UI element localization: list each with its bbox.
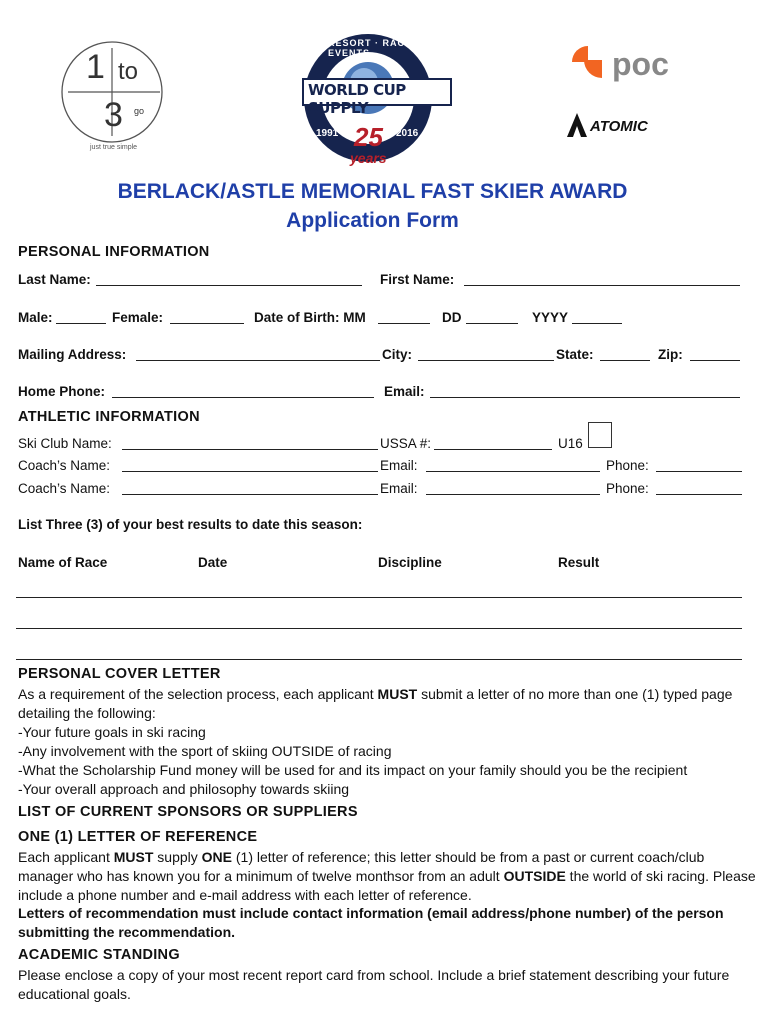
zip-label: Zip:	[658, 347, 683, 362]
academic-text: Please enclose a copy of your most recent report card from school. Include a brief statement describing your future educational goals.	[18, 967, 730, 1002]
coach2-phone-label: Phone:	[606, 481, 649, 496]
cover-letter-text	[18, 685, 744, 799]
mailing-label: Mailing Address:	[18, 347, 127, 362]
logo-poc	[570, 44, 690, 88]
reference-note: Letters of recommendation must include contact information (email address/phone number) of the person submitting the recommendation.	[18, 905, 724, 940]
city-field[interactable]	[418, 360, 554, 361]
state-label: State:	[556, 347, 594, 362]
personal-heading: PERSONAL INFORMATION	[18, 244, 210, 260]
logo-anniv: 25	[354, 122, 383, 152]
logo-years: years	[350, 150, 387, 166]
last-name-field[interactable]	[96, 285, 362, 286]
ref-outside: OUTSIDE	[503, 868, 566, 884]
academic-heading: ACADEMIC STANDING	[18, 947, 180, 963]
coach2-phone-field[interactable]	[656, 494, 742, 495]
male-label: Male:	[18, 310, 53, 325]
col-date: Date	[198, 555, 228, 570]
coach1-email-label: Email:	[380, 458, 418, 473]
col-race: Name of Race	[18, 555, 108, 570]
logo-three: 3	[104, 96, 123, 134]
athletic-heading: ATHLETIC INFORMATION	[18, 409, 200, 425]
coach1-phone-label: Phone:	[606, 458, 649, 473]
logo-arc-text: RESORT · RACE · EVENTS	[328, 38, 420, 58]
coach2-field[interactable]	[122, 494, 378, 495]
result-line-1[interactable]	[16, 597, 742, 598]
logo-to: to	[118, 58, 139, 85]
logo-year-left: 1991	[316, 128, 339, 139]
coach2-email-label: Email:	[380, 481, 418, 496]
ref-t3: supply	[153, 849, 202, 865]
ski-club-field[interactable]	[122, 449, 378, 450]
result-line-3[interactable]	[16, 659, 742, 660]
ussa-field[interactable]	[434, 449, 552, 450]
result-line-2[interactable]	[16, 628, 742, 629]
state-field[interactable]	[600, 360, 650, 361]
female-field[interactable]	[170, 323, 244, 324]
logo-tagline: just true simple	[90, 144, 138, 151]
logo-atomic	[566, 112, 686, 140]
logo-go: go	[134, 106, 145, 116]
ref-must: MUST	[113, 849, 154, 865]
logo-one-to-three	[60, 40, 172, 158]
ussa-label: USSA #:	[380, 436, 432, 451]
home-phone-field[interactable]	[112, 397, 374, 398]
dd-label: DD	[442, 310, 462, 325]
city-label: City:	[382, 347, 412, 362]
last-name-label: Last Name:	[18, 272, 91, 287]
logo-year-right: 2016	[396, 128, 419, 139]
coach1-field[interactable]	[122, 471, 378, 472]
female-label: Female:	[112, 310, 164, 325]
first-name-field[interactable]	[464, 285, 740, 286]
coach1-phone-field[interactable]	[656, 471, 742, 472]
cover-item: -Your overall approach and philosophy towards skiing	[18, 781, 350, 797]
reference-heading: ONE (1) LETTER OF REFERENCE	[18, 829, 258, 845]
reference-text	[18, 848, 756, 905]
dob-dd-field[interactable]	[466, 323, 518, 324]
col-discipline: Discipline	[378, 555, 442, 570]
sponsors-heading: LIST OF CURRENT SPONSORS OR SUPPLIERS	[18, 804, 358, 820]
cover-item: -What the Scholarship Fund money will be used for and its impact on your family should you be the recipient	[18, 762, 688, 778]
cover-letter-heading: PERSONAL COVER LETTER	[18, 666, 221, 682]
yyyy-label: YYYY	[532, 310, 569, 325]
ski-club-label: Ski Club Name:	[18, 436, 112, 451]
cover-text-c: submit a letter of no more than one (1) typed page detailing the following:	[18, 686, 733, 721]
logo-world-cup-supply	[300, 26, 450, 176]
zip-field[interactable]	[690, 360, 740, 361]
male-field[interactable]	[56, 323, 106, 324]
dob-yyyy-field[interactable]	[572, 323, 622, 324]
cover-text-must: MUST	[377, 686, 418, 702]
cover-text-a: As a requirement of the selection process, each applicant	[18, 686, 378, 702]
cover-item: -Your future goals in ski racing	[18, 724, 206, 740]
dob-mm-field[interactable]	[378, 323, 430, 324]
home-phone-label: Home Phone:	[18, 384, 106, 399]
results-intro: List Three (3) of your best results to date this season:	[18, 517, 363, 532]
ref-t1: Each applicant	[18, 849, 114, 865]
logo-poc-text: poc	[612, 46, 669, 82]
coach1-email-field[interactable]	[426, 471, 600, 472]
u16-label: U16	[558, 436, 583, 451]
logo-banner-text: WORLD CUP SUPPLY	[308, 81, 406, 117]
email-field[interactable]	[430, 397, 740, 398]
dob-label: Date of Birth: MM	[254, 310, 366, 325]
u16-checkbox[interactable]	[588, 422, 612, 448]
ref-t7: the world of ski racing. Please include a phone number and e-mail address with each letter of reference.	[18, 868, 756, 903]
col-result: Result	[558, 555, 600, 570]
logo-one: 1	[86, 48, 105, 86]
cover-item: -Any involvement with the sport of skiing OUTSIDE of racing	[18, 743, 392, 759]
first-name-label: First Name:	[380, 272, 455, 287]
email-label: Email:	[384, 384, 425, 399]
ref-one: ONE	[201, 849, 232, 865]
ref-t5: (1) letter of reference; this letter should be from a past or current coach/club manager who has known you for a minimum of twelve monthsor from an adult	[18, 849, 705, 884]
coach1-label: Coach’s Name:	[18, 458, 111, 473]
form-title: BERLACK/ASTLE MEMORIAL FAST SKIER AWARD	[117, 180, 628, 203]
coach2-email-field[interactable]	[426, 494, 600, 495]
logo-atomic-text: ATOMIC	[590, 118, 648, 135]
mailing-field[interactable]	[136, 360, 380, 361]
form-subtitle: Application Form	[286, 209, 459, 232]
coach2-label: Coach’s Name:	[18, 481, 111, 496]
